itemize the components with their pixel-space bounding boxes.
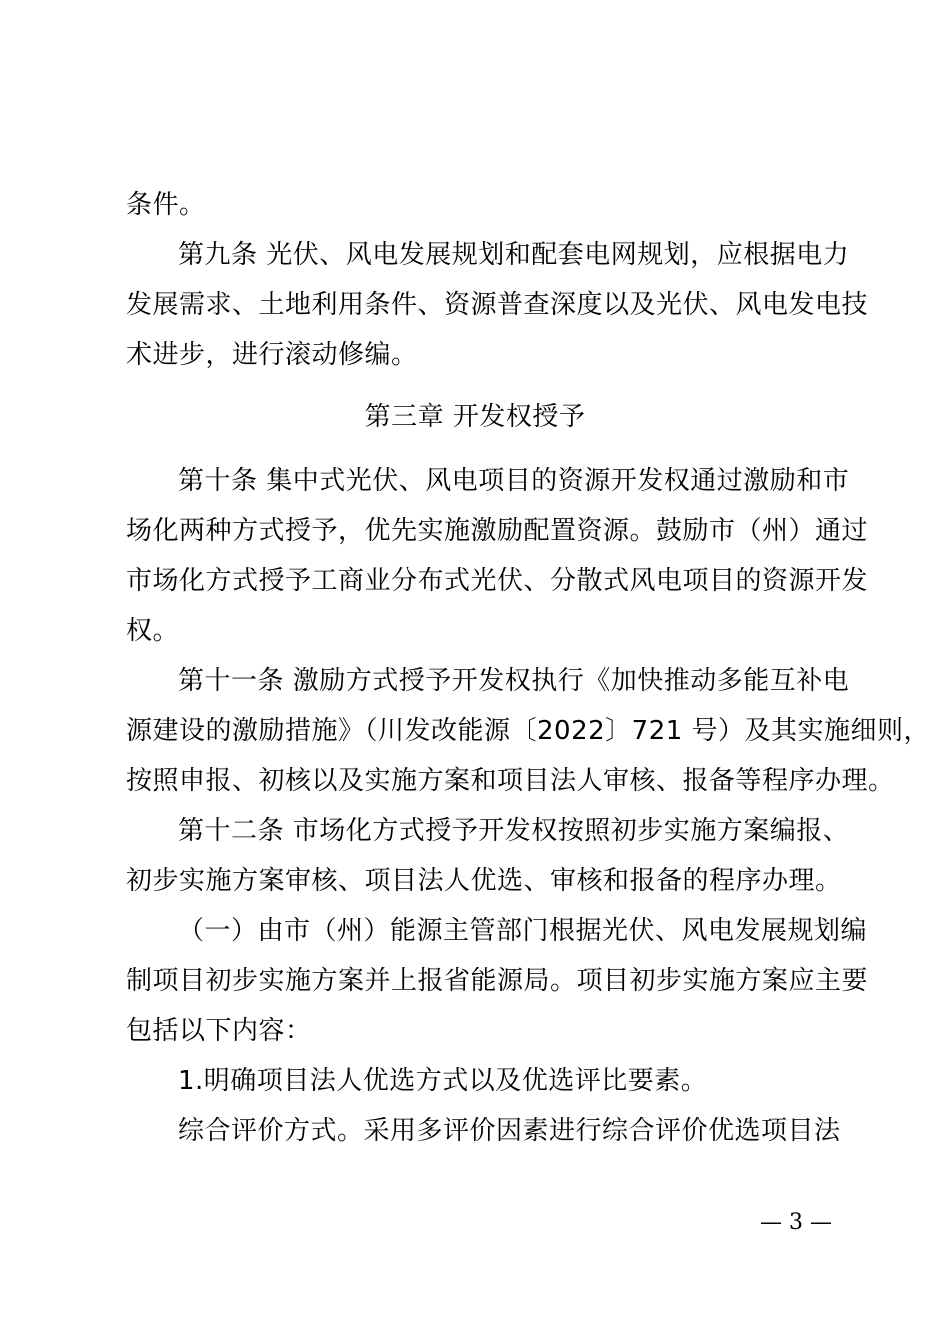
text-line: 包括以下内容： bbox=[126, 1016, 312, 1046]
text-line: 权。 bbox=[126, 616, 180, 646]
text-line: 按照申报、初核以及实施方案和项目法人审核、报备等程序办理。 bbox=[126, 766, 895, 796]
numbered-item: 1.明确项目法人优选方式以及优选评比要素。 bbox=[178, 1066, 708, 1096]
article-12-heading-line: 第十二条 市场化方式授予开发权按照初步实施方案编报、 bbox=[178, 816, 850, 846]
chapter-title: 第三章 开发权授予 bbox=[364, 402, 586, 432]
text-line: 条件。 bbox=[126, 190, 206, 220]
text-line: 源建设的激励措施》（川发改能源〔2022〕721 号）及其实施细则， bbox=[126, 716, 931, 746]
text-line: 制项目初步实施方案并上报省能源局。项目初步实施方案应主要 bbox=[126, 966, 869, 996]
text-line: 发展需求、土地利用条件、资源普查深度以及光伏、风电发电技 bbox=[126, 290, 869, 320]
clause-1-heading-line: （一）由市（州）能源主管部门根据光伏、风电发展规划编 bbox=[178, 916, 868, 946]
article-10-heading-line: 第十条 集中式光伏、风电项目的资源开发权通过激励和市 bbox=[178, 466, 850, 496]
article-9-heading-line: 第九条 光伏、风电发展规划和配套电网规划，应根据电力 bbox=[178, 240, 850, 270]
text-line: 术进步，进行滚动修编。 bbox=[126, 340, 418, 370]
article-11-heading-line: 第十一条 激励方式授予开发权执行《加快推动多能互补电 bbox=[178, 666, 850, 696]
text-line: 市场化方式授予工商业分布式光伏、分散式风电项目的资源开发 bbox=[126, 566, 869, 596]
text-line: 初步实施方案审核、项目法人优选、审核和报备的程序办理。 bbox=[126, 866, 842, 896]
text-line: 综合评价方式。采用多评价因素进行综合评价优选项目法 bbox=[178, 1116, 841, 1146]
page-number: — 3 — bbox=[760, 1210, 832, 1235]
text-line: 场化两种方式授予，优先实施激励配置资源。鼓励市（州）通过 bbox=[126, 516, 869, 546]
